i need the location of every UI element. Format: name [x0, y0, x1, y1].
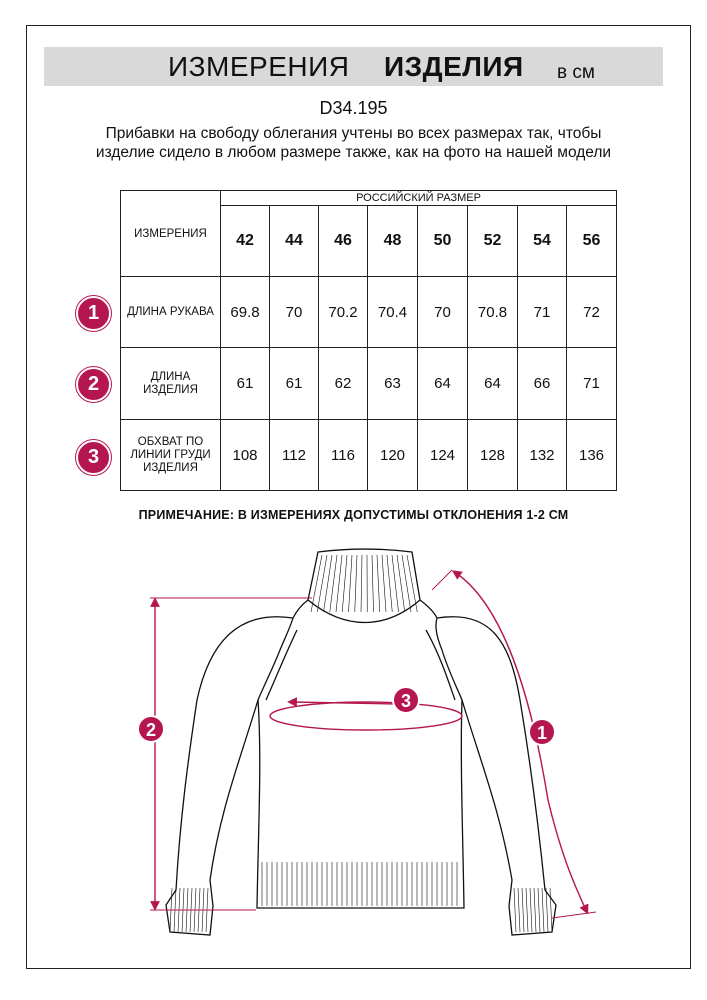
row-label-line: ИЗДЕЛИЯ	[143, 461, 198, 474]
measurement-value-cell: 70	[418, 277, 468, 348]
measurement-value-cell: 70.4	[368, 277, 418, 348]
rib-line	[514, 888, 516, 932]
size-header-cell: 44	[270, 206, 319, 277]
row-label-line: ИЗДЕЛИЯ	[143, 383, 198, 396]
measurement-value-cell: 112	[270, 420, 319, 491]
ribbing	[170, 555, 552, 932]
measurement-value-cell: 63	[368, 348, 418, 420]
row-label-line: ДЛИНА РУКАВА	[127, 305, 214, 318]
title-product: ИЗДЕЛИЯ	[384, 51, 524, 82]
diagram-marker-3	[393, 687, 419, 713]
diagram-marker-1	[529, 719, 555, 745]
size-header-cell: 42	[221, 206, 270, 277]
measurement-value-cell: 124	[418, 420, 468, 491]
tolerance-note: ПРИМЕЧАНИЕ: В ИЗМЕРЕНИЯХ ДОПУСТИМЫ ОТКЛОНЕНИЯ 1-2 СМ	[138, 508, 569, 522]
measurement-value-cell: 62	[319, 348, 368, 420]
measurement-value-cell: 61	[270, 348, 319, 420]
product-code: D34.195	[319, 98, 388, 118]
row-label-line: ЛИНИИ ГРУДИ	[130, 448, 211, 461]
measurement-value-cell: 108	[221, 420, 270, 491]
rib-line	[534, 888, 536, 932]
rib-line	[522, 888, 524, 932]
measurement-value-cell: 71	[518, 277, 567, 348]
size-header-cell: 48	[368, 206, 418, 277]
size-group-header: РОССИЙСКИЙ РАЗМЕР	[221, 191, 617, 206]
rib-line	[530, 888, 532, 932]
measurement-value-cell: 116	[319, 420, 368, 491]
measurement-value-cell: 128	[468, 420, 518, 491]
svg-text:2: 2	[145, 720, 157, 740]
measurement-value-cell: 120	[368, 420, 418, 491]
title-unit: в см	[557, 62, 595, 83]
measurement-value-cell: 66	[518, 348, 567, 420]
measurements-header: ИЗМЕРЕНИЯ	[121, 191, 221, 277]
size-header-cell: 52	[468, 206, 518, 277]
rib-line	[542, 888, 544, 932]
rib-line	[518, 888, 520, 932]
measurement-value-cell: 70	[270, 277, 319, 348]
measurement-value-cell: 71	[567, 348, 617, 420]
measurement-value-cell: 70.8	[468, 277, 518, 348]
measurement-value-cell: 69.8	[221, 277, 270, 348]
row-marker-2: 2	[76, 367, 111, 402]
measurement-value-cell: 70.2	[319, 277, 368, 348]
row-label-line: ДЛИНА	[150, 370, 191, 383]
size-header-cell: 46	[319, 206, 368, 277]
fit-allowance-note: Прибавки на свободу облегания учтены во всех размерах так, чтобы изделие сидело в любом размере также, как на фото на нашей модели	[95, 125, 612, 161]
measurement-value-cell: 132	[518, 420, 567, 491]
measurement-value-cell: 72	[567, 277, 617, 348]
size-header-cell: 50	[418, 206, 468, 277]
rib-line	[526, 888, 528, 932]
row-marker-1: 1	[76, 296, 111, 331]
row-label-line: ОБХВАТ ПО	[137, 435, 204, 448]
row-marker-3: 3	[76, 440, 111, 475]
measurement-value-cell: 64	[468, 348, 518, 420]
size-header-cell: 56	[567, 206, 617, 277]
svg-text:3: 3	[400, 691, 412, 711]
measurement-value-cell: 64	[418, 348, 468, 420]
measurement-value-cell: 61	[221, 348, 270, 420]
svg-text:1: 1	[536, 723, 548, 743]
rib-line	[538, 888, 540, 932]
diagram-marker-2	[138, 716, 164, 742]
measurement-value-cell: 136	[567, 420, 617, 491]
size-header-cell: 54	[518, 206, 567, 277]
rib-line	[550, 888, 552, 932]
title-measurements: ИЗМЕРЕНИЯ	[168, 51, 350, 82]
